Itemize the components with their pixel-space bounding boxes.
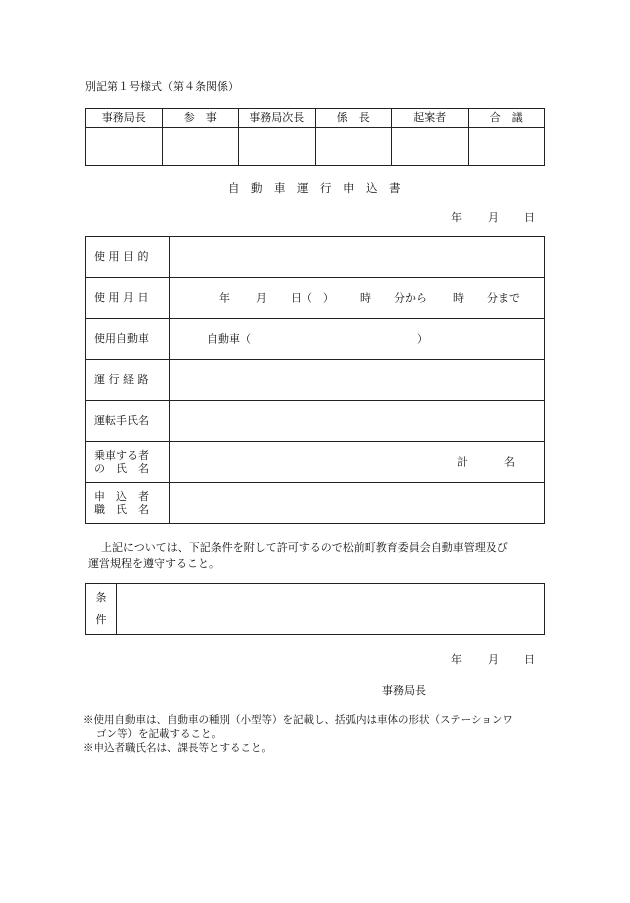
passengers-total-label: 計 <box>457 455 468 469</box>
row-route <box>86 360 545 401</box>
row-applicant <box>86 483 545 524</box>
condition-label <box>86 584 117 635</box>
usage-minute-from: 分から <box>394 291 427 305</box>
stamp-header-consultation: 合 議 <box>468 109 545 128</box>
stamp-box[interactable] <box>392 128 469 166</box>
note2: ※申込者職氏名は、課長等とすること。 <box>83 742 272 754</box>
row-passengers <box>86 442 545 483</box>
vehicle-field[interactable] <box>170 319 545 360</box>
date-line-2 <box>0 653 630 667</box>
date2-day: 日 <box>524 653 535 666</box>
purpose-field[interactable] <box>170 237 545 278</box>
usage-month: 月 <box>256 291 267 305</box>
vehicle-type-text: 自動車（ <box>207 332 251 346</box>
usage-date-label: 使 用 月 日 <box>86 278 170 319</box>
passengers-label-line1: 乗車する者 <box>94 448 149 462</box>
date-day: 日 <box>524 211 535 224</box>
usage-hour-from: 時 <box>360 291 371 305</box>
row-usage-date <box>86 278 545 319</box>
date2-year: 年 <box>451 653 462 666</box>
passengers-label <box>86 442 170 483</box>
date-month: 月 <box>488 211 499 224</box>
usage-weekday-paren: （ ） <box>301 291 334 305</box>
applicant-label-line1: 申 込 者 <box>94 489 149 503</box>
form-header: 別記第１号様式（第４条関係） <box>85 80 239 93</box>
stamp-box[interactable] <box>162 128 239 166</box>
usage-hour-until: 時 <box>453 291 464 305</box>
passengers-count-unit: 名 <box>504 455 515 469</box>
row-purpose <box>86 237 545 278</box>
row-driver <box>86 401 545 442</box>
document-title: 自 動 車 運 行 申 込 書 <box>228 181 401 195</box>
stamp-box[interactable] <box>468 128 545 166</box>
date-year: 年 <box>451 211 462 224</box>
stamp-header-deputy-secretary: 事務局次長 <box>239 109 316 128</box>
approval-stamp-table <box>85 108 545 166</box>
condition-label-line2: 件 <box>95 613 107 626</box>
stamp-header-secretary-general: 事務局長 <box>86 109 163 128</box>
route-field[interactable] <box>170 360 545 401</box>
stamp-header-chief: 係 長 <box>315 109 392 128</box>
vehicle-close-paren: ） <box>417 332 428 346</box>
usage-day: 日 <box>291 291 302 305</box>
note1-line1: ※使用自動車は、自動車の種別（小型等）を記載し、括弧内は車体の形状（ステーションワ <box>83 714 513 726</box>
stamp-header-counselor: 参 事 <box>162 109 239 128</box>
stamp-box[interactable] <box>239 128 316 166</box>
passengers-field[interactable] <box>170 442 545 483</box>
usage-minute-until: 分まで <box>487 291 520 305</box>
condition-table <box>85 583 545 635</box>
condition-label-line1: 条 <box>95 591 107 604</box>
date-line <box>0 211 630 225</box>
signatory: 事務局長 <box>382 684 426 697</box>
usage-date-field[interactable] <box>170 278 545 319</box>
stamp-box[interactable] <box>315 128 392 166</box>
route-label: 運 行 経 路 <box>86 360 170 401</box>
usage-year: 年 <box>219 291 230 305</box>
vehicle-label: 使用自動車 <box>86 319 170 360</box>
row-vehicle <box>86 319 545 360</box>
purpose-label: 使 用 目 的 <box>86 237 170 278</box>
note1-line2: ゴン等）を記載すること。 <box>96 728 222 740</box>
applicant-field[interactable] <box>170 483 545 524</box>
applicant-label <box>86 483 170 524</box>
stamp-box[interactable] <box>86 128 163 166</box>
condition-field[interactable] <box>117 584 545 635</box>
applicant-label-line2: 職 氏 名 <box>94 503 149 516</box>
approval-text-line1: 上記については、下記条件を附して許可するので松前町教育委員会自動車管理及び <box>101 541 508 554</box>
driver-field[interactable] <box>170 401 545 442</box>
approval-text-line2: 運営規程を遵守すること。 <box>88 557 220 570</box>
passengers-label-line2: の 氏 名 <box>94 462 149 475</box>
application-table <box>85 236 545 524</box>
stamp-header-drafter: 起案者 <box>392 109 469 128</box>
date2-month: 月 <box>488 653 499 666</box>
driver-label: 運転手氏名 <box>86 401 170 442</box>
